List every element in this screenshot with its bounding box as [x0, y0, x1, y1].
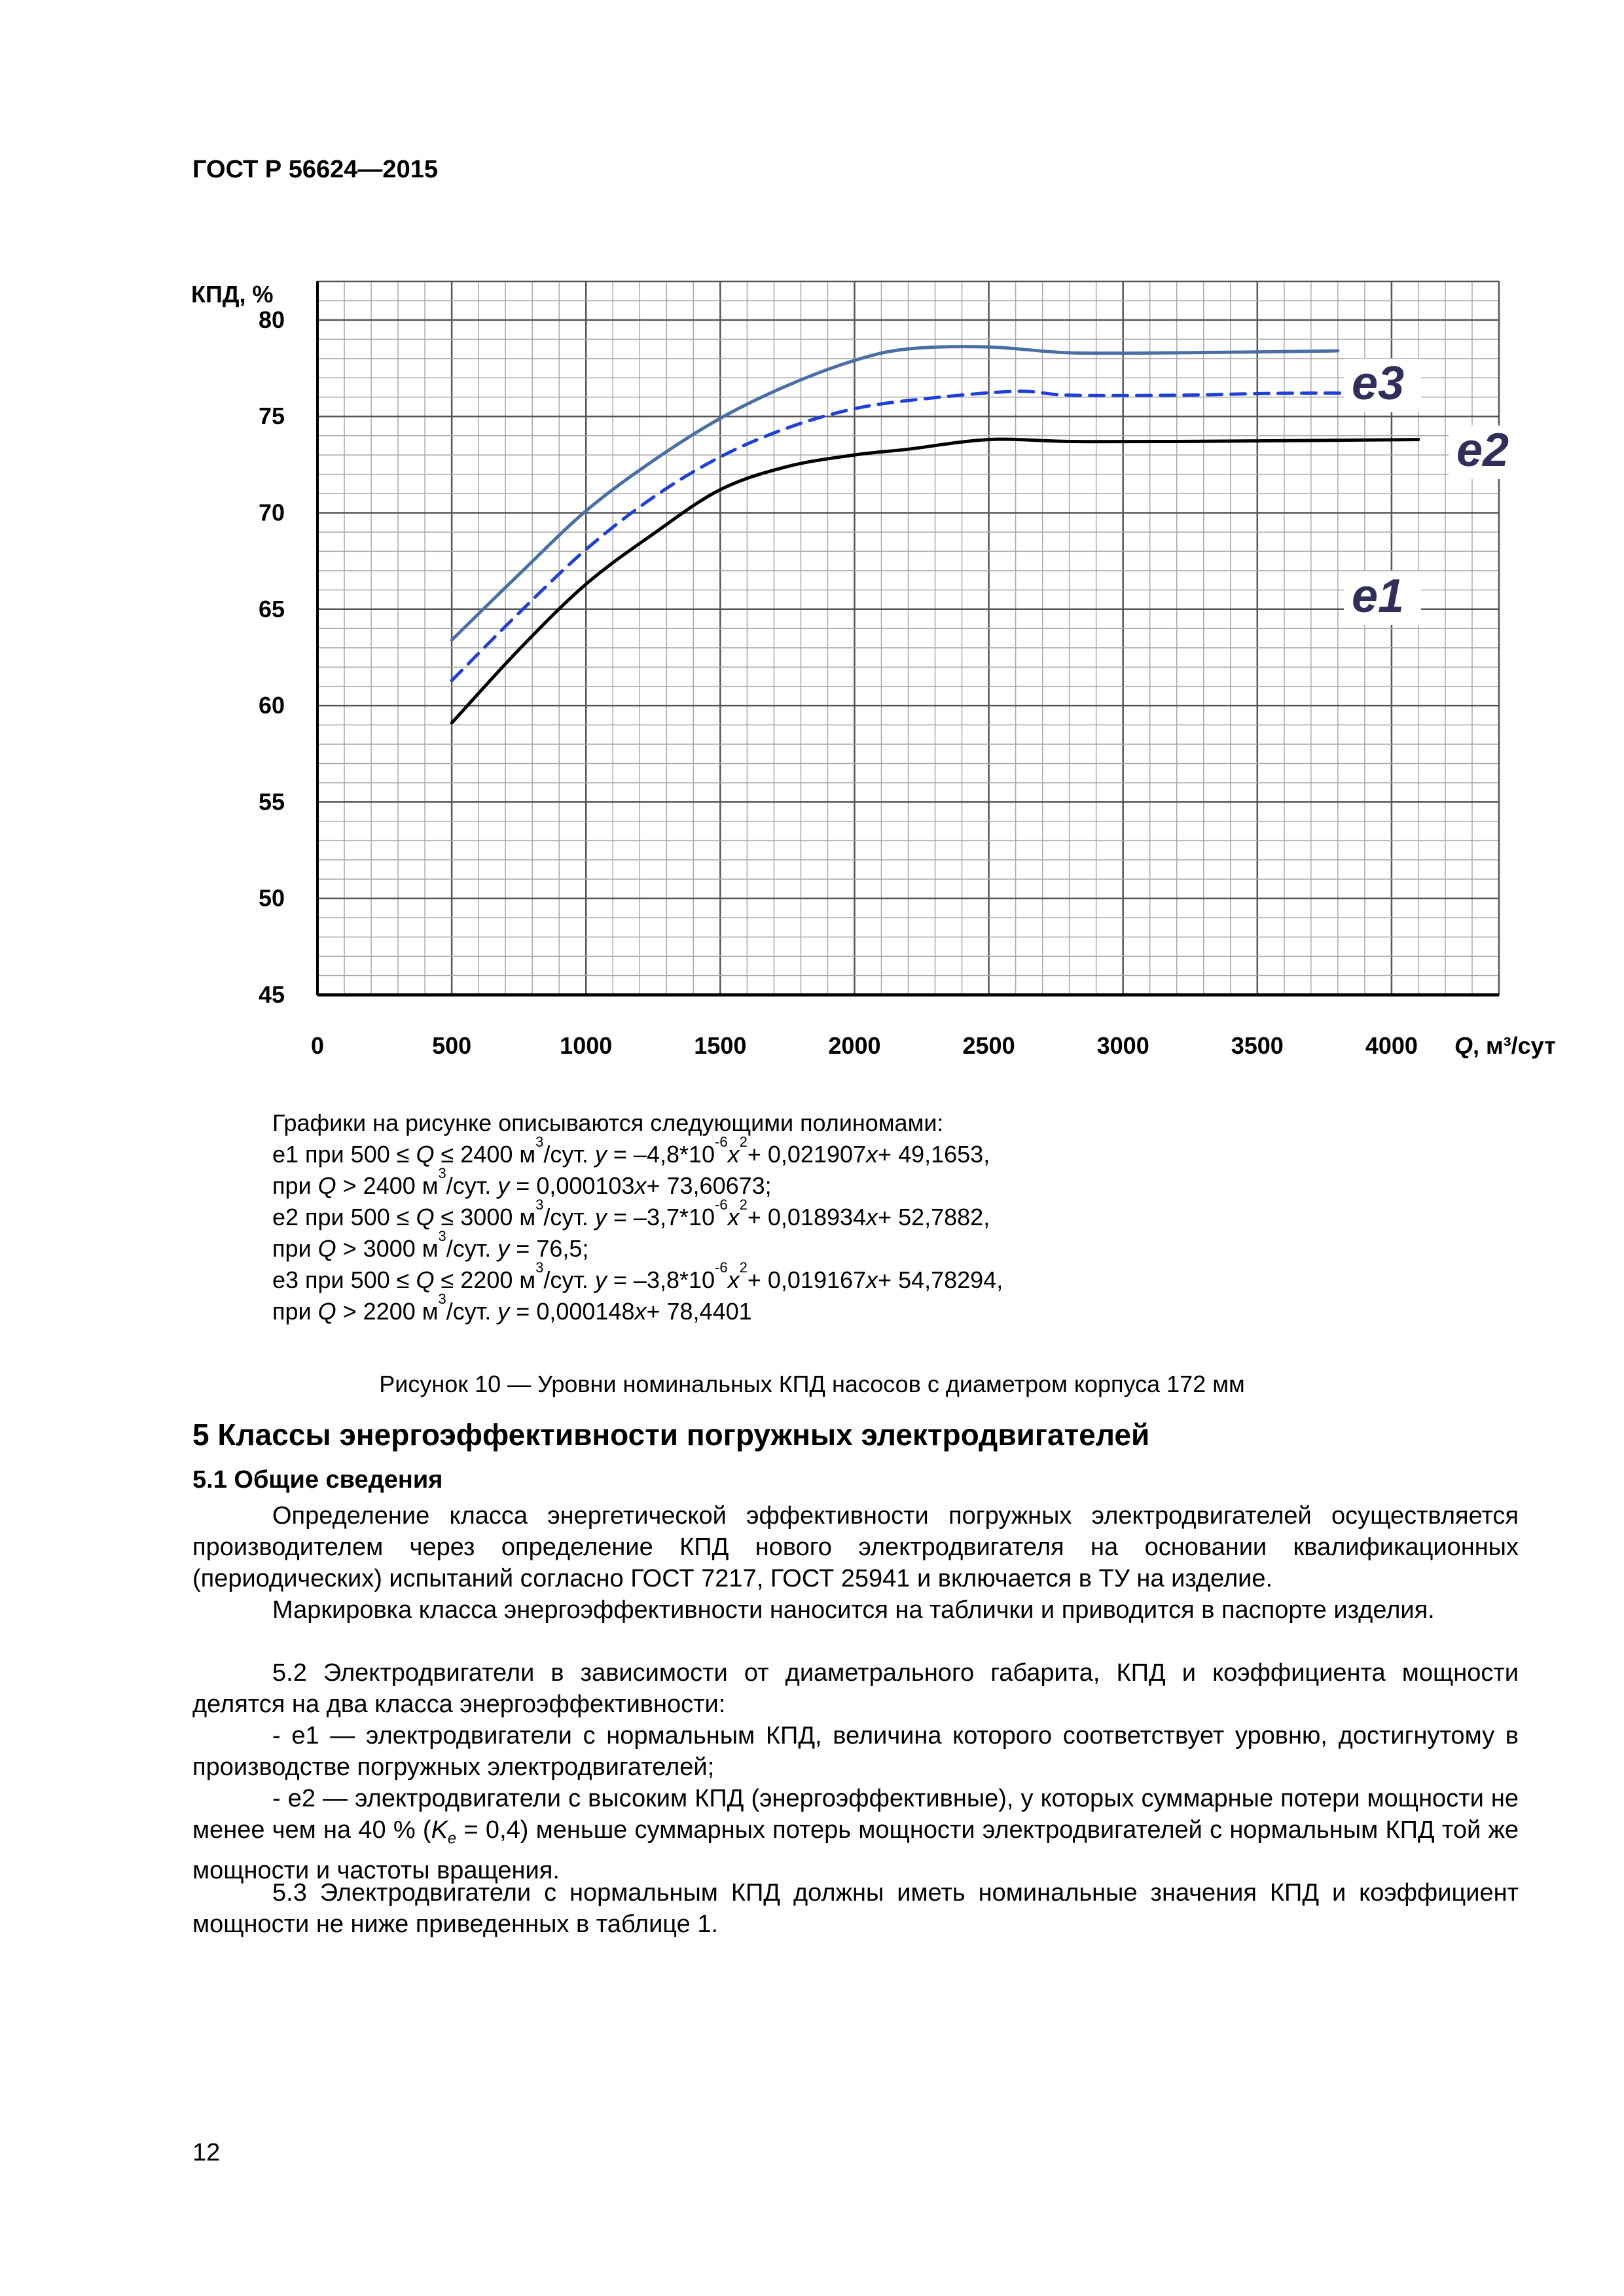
polynomial-part: = 0,000103 [509, 1172, 635, 1199]
polynomial-part: при [272, 1298, 318, 1325]
polynomial-part: x [866, 1266, 878, 1293]
polynomial-part: 2 [739, 1134, 748, 1150]
paragraph-3: 5.2 Электродвигатели в зависимости от диаметрального габарита, КПД и коэффициента мощности делятся на два класса энергоэффективности: [192, 1659, 1519, 1718]
polynomial-part: 3 [438, 1165, 446, 1181]
polynomial-part: ≤ 2400 м [434, 1141, 536, 1168]
polynomial-part: /сут. [446, 1172, 498, 1199]
y-tick-label: 50 [258, 884, 285, 912]
y-axis-label: КПД, % [191, 281, 274, 308]
document-header: ГОСТ Р 56624—2015 [192, 156, 438, 183]
polynomial-part: е2 при 500 ≤ [272, 1204, 416, 1230]
polynomial-line [272, 1196, 990, 1233]
paragraph-1: Определение класса энергетической эффективности погружных электродвигателей осуществляется производителем через определение КПД нового электродвигателя на основании квалификационных (периодических) испытаний согласно ГОСТ 7217, ГОСТ 25941 и включается в ТУ на изделие. [192, 1502, 1519, 1592]
polynomial-line [272, 1134, 990, 1170]
polynomial-part: x [866, 1204, 878, 1230]
x-tick-label: 1000 [560, 1032, 613, 1059]
subsection-title: 5.1 Общие сведения [192, 1466, 443, 1494]
x-tick-label: 3500 [1231, 1032, 1284, 1059]
polynomial-part: y [594, 1266, 607, 1293]
polynomial-part: 3 [438, 1291, 446, 1307]
y-tick-label: 75 [258, 403, 285, 430]
polynomial-part: + 0,021907 [747, 1141, 867, 1168]
series-label-e2: e2 [1456, 424, 1509, 476]
series-label-e3: e3 [1352, 357, 1405, 410]
paragraph-4: - е1 — электродвигатели с нормальным КПД, величина которого соответствует уровню, достигнутому в производстве погружных электродвигателей; [192, 1722, 1519, 1781]
polynomial-part: -6 [715, 1196, 728, 1213]
polynomial-part: y [594, 1204, 607, 1230]
polynomial-part: y [497, 1172, 510, 1199]
polynomial-part: Q [317, 1235, 336, 1262]
polynomial-part: x [727, 1266, 740, 1293]
polynomial-part: Q [416, 1266, 435, 1293]
polynomial-part: при [272, 1172, 318, 1199]
x-tick-label: 500 [432, 1032, 472, 1059]
polynomial-part: = –4,8*10 [606, 1141, 715, 1168]
polynomial-part: при [272, 1235, 318, 1262]
polynomial-line [272, 1165, 772, 1202]
y-tick-label: 55 [258, 788, 285, 816]
x-tick-label: 2000 [828, 1032, 881, 1059]
polynomial-part: ≤ 3000 м [434, 1204, 536, 1230]
polynomial-part: x [866, 1141, 878, 1168]
polynomial-part: Q [317, 1172, 336, 1199]
polynomial-part: 2 [739, 1259, 748, 1276]
polynomial-part: 3 [535, 1134, 544, 1150]
efficiency-chart [0, 0, 1624, 1113]
polynomial-part: x [634, 1172, 647, 1199]
polynomial-part: + 73,60673; [646, 1172, 772, 1199]
polynomial-part: > 3000 м [336, 1235, 439, 1262]
polynomial-part: е3 при 500 ≤ [272, 1266, 416, 1293]
x-tick-label: 4000 [1365, 1032, 1418, 1059]
polynomial-part: /сут. [543, 1266, 595, 1293]
polynomial-line [272, 1291, 752, 1327]
x-axis-label: Q, м³/сут [1454, 1032, 1556, 1059]
paragraph-6: 5.3 Электродвигатели с нормальным КПД должны иметь номинальные значения КПД и коэффициент мощности не ниже приведенных в таблице 1. [192, 1879, 1519, 1938]
polynomial-part: x [727, 1204, 740, 1230]
polynomial-part: -6 [715, 1134, 728, 1150]
polynomial-part: x [634, 1298, 647, 1325]
polynomial-part: y [497, 1235, 510, 1262]
polynomial-part: + 0,018934 [747, 1204, 867, 1230]
polynomial-part: Q [416, 1141, 435, 1168]
x-tick-label: 2500 [962, 1032, 1015, 1059]
series-label-e1: e1 [1352, 570, 1405, 622]
polynomial-part: -6 [715, 1259, 728, 1276]
polynomial-part: = 0,000148 [509, 1298, 635, 1325]
polynomial-part: 2 [739, 1196, 748, 1213]
polynomial-part: = –3,8*10 [606, 1266, 715, 1293]
polynomial-part: y [594, 1141, 607, 1168]
polynomial-line [272, 1259, 1003, 1296]
polynomial-part: /сут. [543, 1141, 595, 1168]
polynomial-part: + 52,7882, [878, 1204, 990, 1230]
polynomial-part: > 2200 м [336, 1298, 439, 1325]
polynomial-part: = 76,5; [509, 1235, 589, 1262]
polynomial-part: + 49,1653, [878, 1141, 990, 1168]
x-tick-label: 1500 [694, 1032, 747, 1059]
polynomial-part: е1 при 500 ≤ [272, 1141, 416, 1168]
polynomial-part: > 2400 м [336, 1172, 439, 1199]
polynomial-part: 3 [535, 1259, 544, 1276]
polynomial-part: x [727, 1141, 740, 1168]
y-tick-label: 70 [258, 499, 285, 526]
page-number: 12 [192, 2139, 221, 2166]
y-tick-label: 45 [258, 981, 285, 1008]
section-title: 5 Классы энергоэффективности погружных электродвигателей [192, 1418, 1150, 1452]
y-tick-label: 80 [258, 306, 285, 333]
polynomial-part: + 78,4401 [646, 1298, 752, 1325]
polynomial-part: Q [416, 1204, 435, 1230]
paragraph-5: - е2 — электродвигатели с высоким КПД (энергоэффективные), у которых суммарные потери мощности не менее чем на 40 % $(K_e = 0,4)$ меньше суммарных потерь мощности электродвигателей с нормальным КПД той же мощности и частоты вращения. [192, 1785, 1519, 1884]
y-tick-label: 60 [258, 692, 285, 719]
polynomial-part: 3 [535, 1196, 544, 1213]
polynomial-part: /сут. [446, 1235, 498, 1262]
polynomial-part: + 54,78294, [878, 1266, 1003, 1293]
y-tick-label: 65 [258, 595, 285, 622]
polynomial-part: Q [317, 1298, 336, 1325]
polynomials-intro: Графики на рисунке описываются следующими полиномами: [272, 1109, 944, 1136]
polynomial-part: /сут. [446, 1298, 498, 1325]
x-tick-label: 0 [310, 1032, 325, 1059]
polynomial-part: y [497, 1298, 510, 1325]
polynomial-part: = –3,7*10 [606, 1204, 715, 1230]
polynomial-part: /сут. [543, 1204, 595, 1230]
polynomial-part: 3 [438, 1228, 446, 1244]
paragraph-2: Маркировка класса энергоэффективности наносится на таблички и приводится в паспорте изделия. [272, 1596, 1435, 1624]
x-tick-label: 3000 [1096, 1032, 1149, 1059]
figure-caption: Рисунок 10 — Уровни номинальных КПД насосов с диаметром корпуса 172 мм [379, 1371, 1245, 1397]
polynomial-part: ≤ 2200 м [434, 1266, 536, 1293]
polynomial-part: + 0,019167 [747, 1266, 867, 1293]
